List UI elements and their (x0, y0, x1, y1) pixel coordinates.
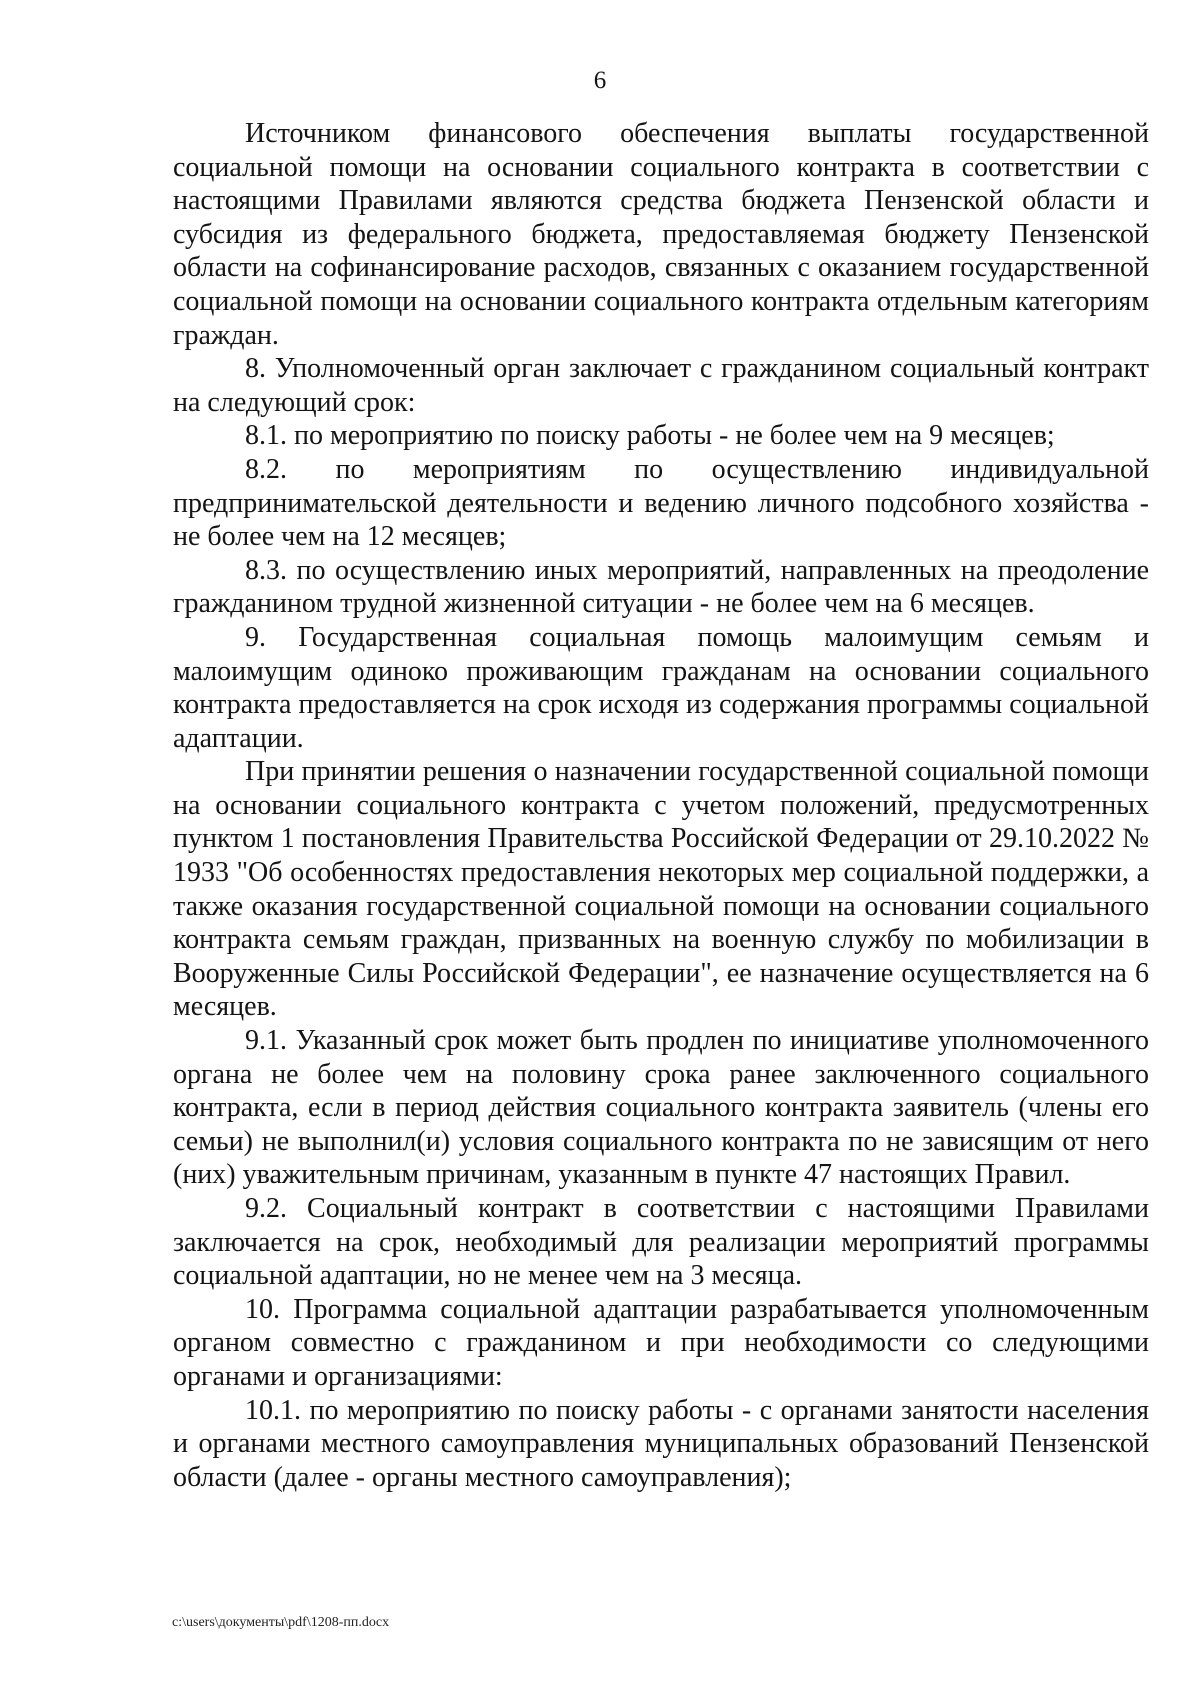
paragraph-9-mobilization: При принятии решения о назначении государственной социальной помощи на основании социального контракта с учетом положений, предусмотренных пунктом 1 постановления Правительства Российской Федерации от 29.10.2022 № 1933 "Об особенностях предоставления некоторых мер социальной поддержки, а также оказания государственной социальной помощи на основании социального контракта семьям граждан, призванных на военную службу по мобилизации в Вооруженные Силы Российской Федерации", ее назначение осуществляется на 6 месяцев. (173, 756, 1149, 1023)
paragraph-10: 10. Программа социальной адаптации разрабатывается уполномоченным органом совместно с гражданином и при необходимости со следующими органами и организациями: (173, 1293, 1149, 1392)
paragraph-10-1: 10.1. по мероприятию по поиску работы - с органами занятости населения и органами местного самоуправления муниципальных образований Пензенской области (далее - органы местного самоуправления); (173, 1394, 1149, 1493)
paragraph-9: 9. Государственная социальная помощь малоимущим семьям и малоимущим одиноко проживающим гражданам на основании социального контракта предоставляется на срок исходя из содержания программы социальной адаптации. (173, 621, 1149, 754)
paragraph-9-1: 9.1. Указанный срок может быть продлен по инициативе уполномоченного органа не более чем на половину срока ранее заключенного социального контракта, если в период действия социального контракта заявитель (члены его семьи) не выполнил(и) условия социального контракта по не зависящим от него (них) уважительным причинам, указанным в пункте 47 настоящих Правил. (173, 1025, 1149, 1191)
paragraph-8-2: 8.2. по мероприятиям по осуществлению индивидуальной предпринимательской деятельности и ведению личного подсобного хозяйства - не более чем на 12 месяцев; (173, 453, 1149, 553)
paragraph-8-3: 8.3. по осуществлению иных мероприятий, направленных на преодоление гражданином трудной жизненной ситуации - не более чем на 6 месяцев. (173, 554, 1149, 620)
document-body (173, 117, 1149, 1494)
footer-file-path: c:\users\документы\pdf\1208-пп.docx (172, 1615, 390, 1630)
paragraph-8-1: 8.1. по мероприятию по поиску работы - не более чем на 9 месяцев; (245, 420, 1055, 452)
paragraph-8: 8. Уполномоченный орган заключает с гражданином социальный контракт на следующий срок: (173, 353, 1149, 418)
page-number: 6 (593, 67, 607, 94)
paragraph-9-2: 9.2. Социальный контракт в соответствии с настоящими Правилами заключается на срок, необходимый для реализации мероприятий программы социальной адаптации, но не менее чем на 3 месяца. (173, 1193, 1149, 1292)
paragraph-funding-source: Источником финансового обеспечения выплаты государственной социальной помощи на основании социального контракта в соответствии с настоящими Правилами являются средства бюджета Пензенской области и субсидия из федерального бюджета, предоставляемая бюджету Пензенской области на софинансирование расходов, связанных с оказанием государственной социальной помощи на основании социального контракта отдельным категориям граждан. (173, 118, 1149, 351)
